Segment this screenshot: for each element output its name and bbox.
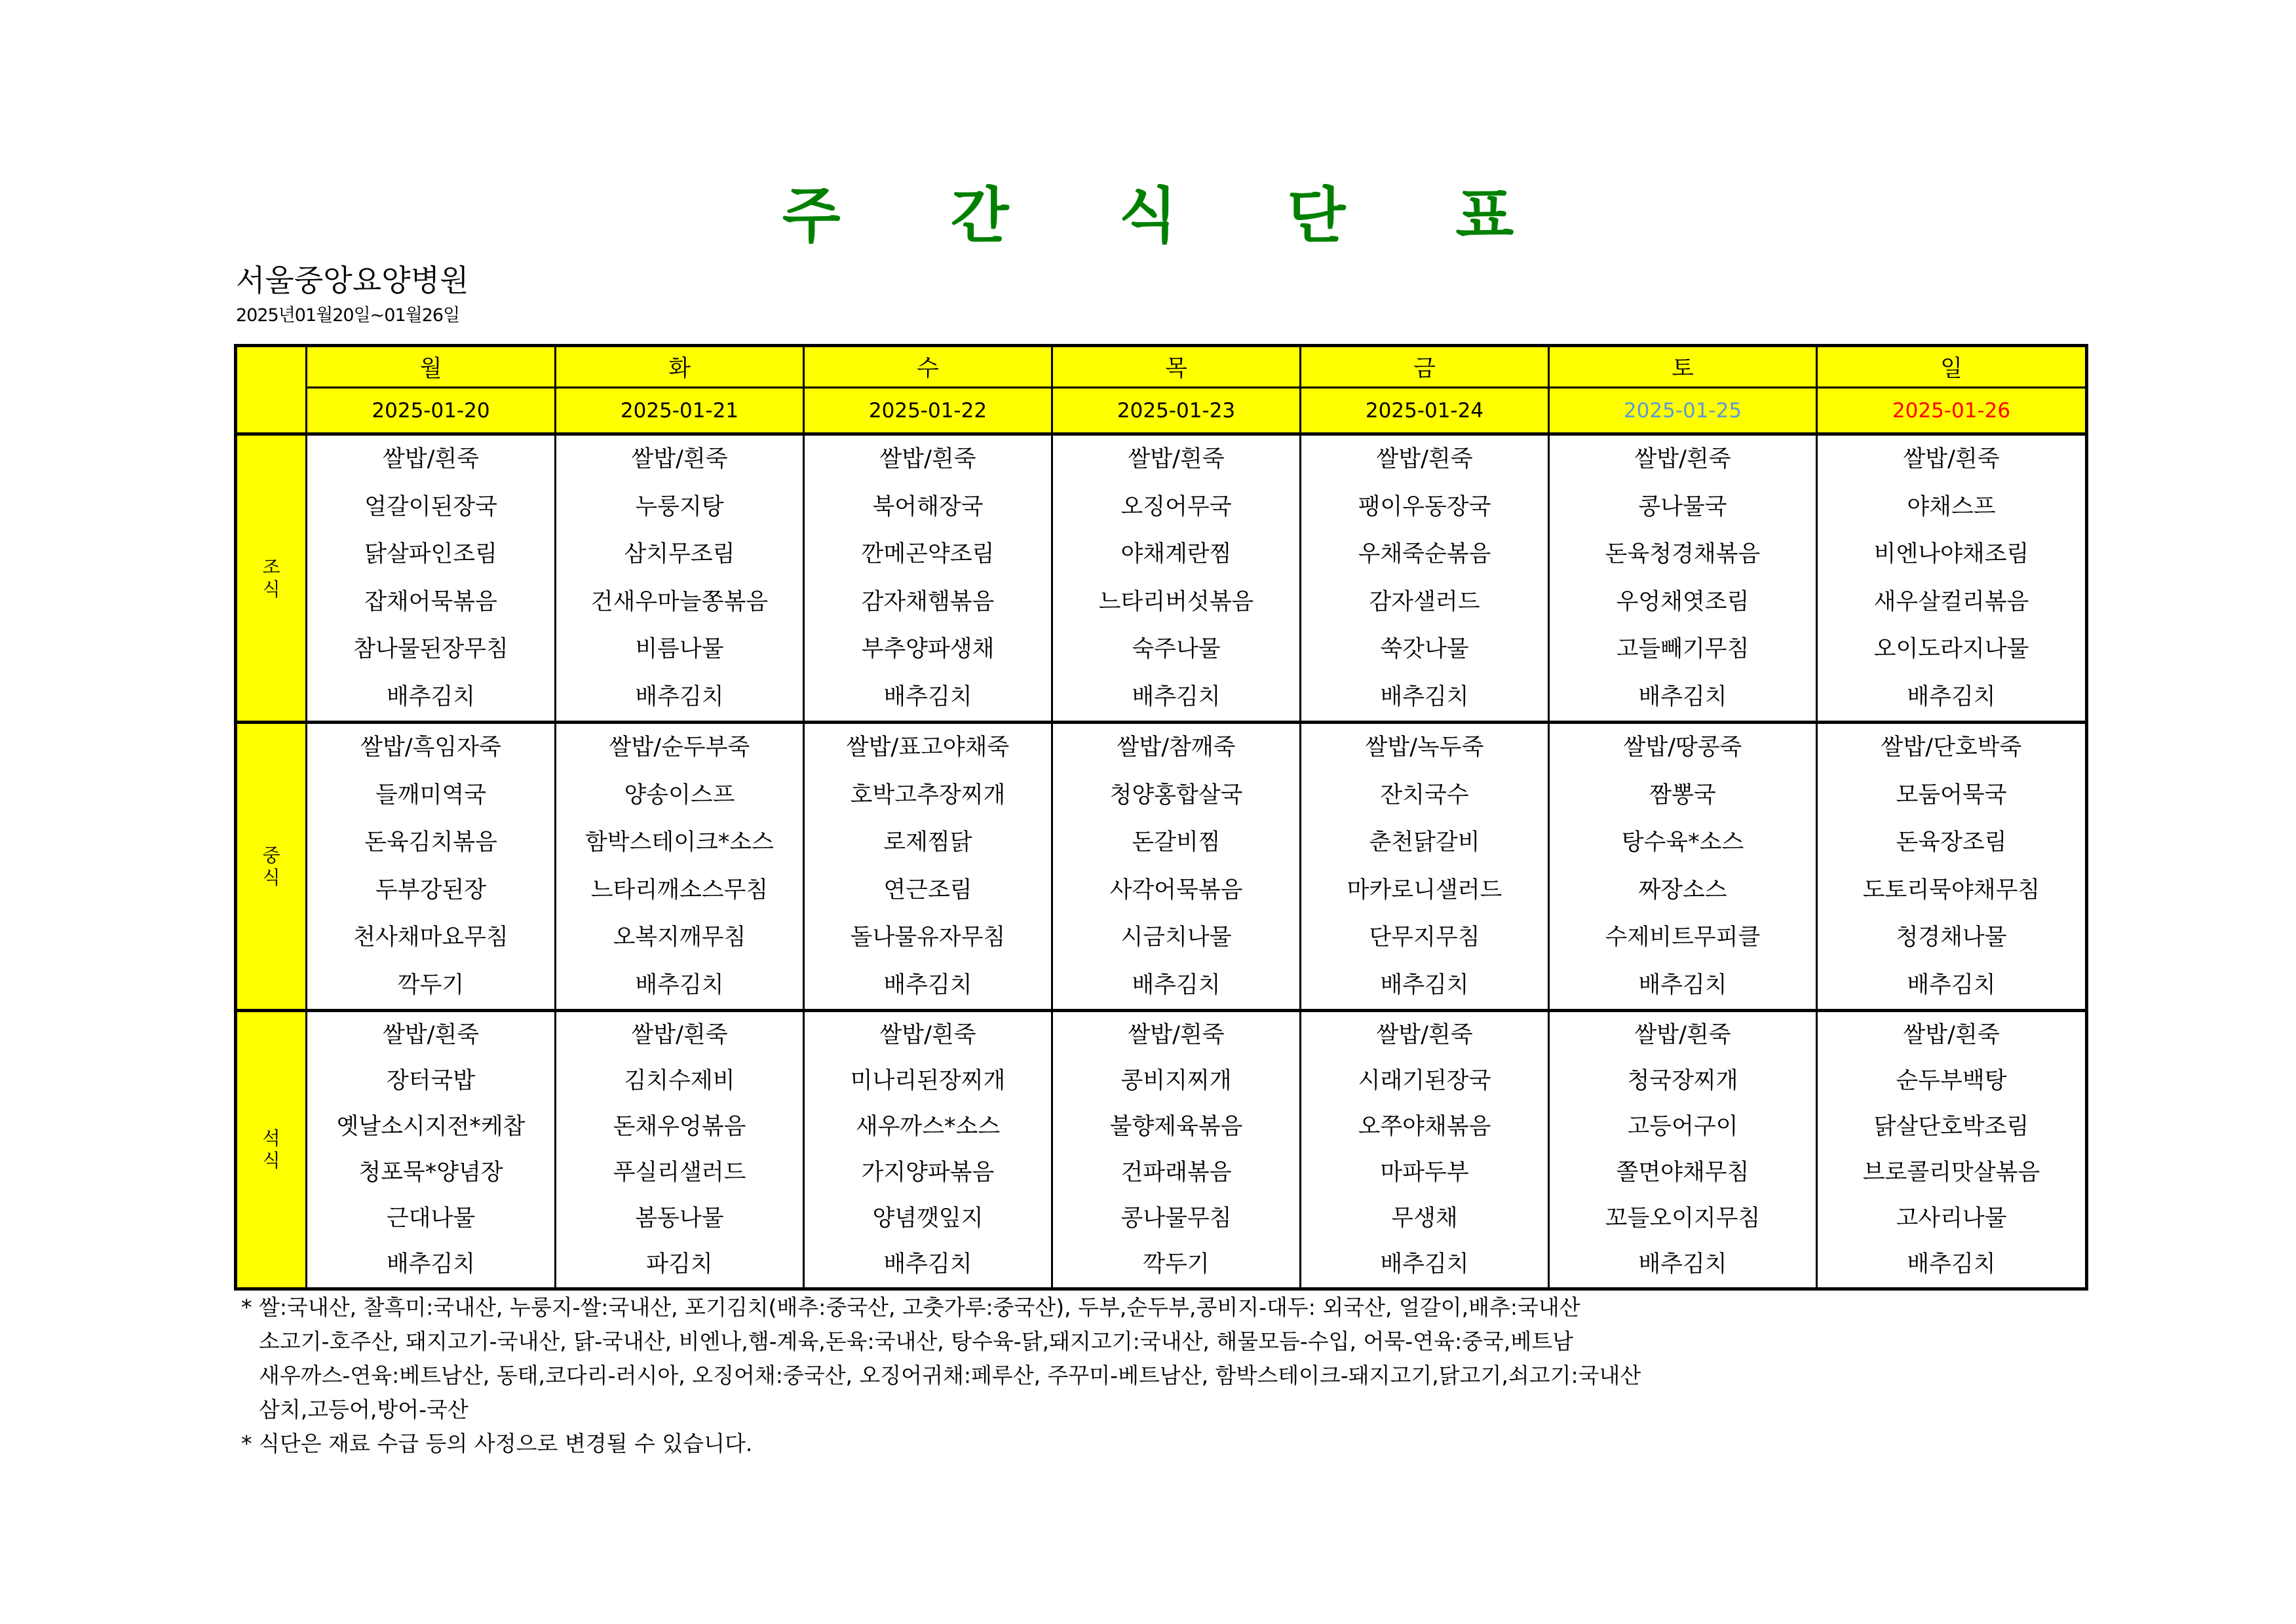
menu-item: 돈육장조림 [1896,829,2007,856]
menu-item: 짜장소스 [1638,877,1727,903]
menu-item: 고사리나물 [1896,1205,2007,1232]
meal-label-char: 석 [262,1127,280,1149]
menu-item: 쑥갓나물 [1380,636,1469,662]
hospital-name: 서울중앙요양병원 [236,263,469,298]
menu-cell [1817,434,2087,723]
menu-cell [1817,1011,2087,1289]
menu-cell [1052,723,1301,1011]
date-cell: 2025-01-25 [1549,388,1817,434]
menu-cell [1301,434,1549,723]
menu-item: 배추김치 [883,972,972,998]
menu-item: 건새우마늘쫑볶음 [590,588,769,615]
menu-item: 마카로니샐러드 [1347,877,1502,903]
menu-item: 청경채나물 [1896,924,2007,951]
menu-item: 순두부백탕 [1896,1068,2007,1094]
menu-item: 양념깻잎지 [872,1205,984,1232]
day-name-cell: 토 [1549,346,1817,388]
menu-item: 우엉채엿조림 [1616,588,1750,615]
menu-item: 비름나물 [635,636,724,662]
menu-item: 오복지깨무침 [613,924,746,951]
menu-item: 느타리깨소스무침 [590,877,769,903]
menu-item: 잔치국수 [1380,782,1469,808]
menu-item: 쌀밥/땅콩죽 [1623,734,1742,761]
meal-label-char: 식 [262,578,280,600]
menu-cell [307,723,556,1011]
menu-item: 쌀밥/흰죽 [1634,1022,1731,1048]
menu-item: 배추김치 [386,683,476,710]
date-cell: 2025-01-22 [804,388,1052,434]
menu-item: 배추김치 [1638,683,1727,710]
date-cell: 2025-01-23 [1052,388,1301,434]
menu-item: 쌀밥/흰죽 [382,1022,480,1048]
menu-item: 마파두부 [1380,1160,1469,1186]
menu-item: 팽이우동장국 [1358,493,1491,520]
menu-item: 깍두기 [397,972,465,998]
day-header-row [236,346,2087,388]
menu-cell [1301,723,1549,1011]
menu-item: 춘천닭갈비 [1369,829,1480,856]
menu-item: 배추김치 [1907,1251,1996,1277]
menu-item: 호박고추장찌개 [850,782,1006,808]
menu-item: 로제찜닭 [883,829,972,856]
weekly-menu-table [234,344,2088,1291]
menu-item: 시래기된장국 [1358,1068,1491,1094]
menu-item: 잡채어묵볶음 [364,588,497,615]
menu-item: 쌀밥/흰죽 [1903,446,2000,472]
menu-cell [1549,434,1817,723]
menu-item: 양송이스프 [624,782,735,808]
menu-item: 쌀밥/참깨죽 [1117,734,1236,761]
meal-row [236,1011,2087,1289]
meal-label-cell [236,434,307,723]
menu-item: 쌀밥/흰죽 [1634,446,1731,472]
footnote-line: 삼치,고등어,방어-국산 [259,1397,469,1422]
menu-item: 파김치 [646,1251,713,1277]
menu-item: 삼치무조림 [624,541,735,567]
menu-cell [556,1011,804,1289]
menu-item: 청국장찌개 [1627,1068,1738,1094]
menu-item: 돈채우엉볶음 [613,1114,746,1140]
day-name-cell: 화 [556,346,804,388]
footnote-line: * 식단은 재료 수급 등의 사정으로 변경될 수 있습니다. [241,1431,753,1456]
menu-item: 새우까스*소스 [855,1114,1001,1140]
menu-item: 야채계란찜 [1120,541,1232,567]
menu-item: 쌀밥/흰죽 [1376,446,1473,472]
menu-item: 브로콜리맛살볶음 [1862,1160,2040,1186]
menu-cell [1549,723,1817,1011]
menu-item: 쌀밥/녹두죽 [1365,734,1484,761]
footnote-line: 소고기-호주산, 돼지고기-국내산, 닭-국내산, 비엔나,햄-계육,돈육:국내산, 탕수육-닭,돼지고기:국내산, 해물모듬-수입, 어묵-연육:중국,베트남 [259,1329,1573,1354]
menu-item: 배추김치 [1638,972,1727,998]
menu-item: 우채죽순볶음 [1358,541,1491,567]
menu-item: 짬뽕국 [1649,782,1716,808]
menu-item: 쌀밥/순두부죽 [609,734,750,761]
menu-item: 옛날소시지전*케찹 [336,1114,526,1140]
menu-item: 배추김치 [386,1251,476,1277]
menu-item: 느타리버섯볶음 [1098,588,1254,615]
menu-item: 배추김치 [1380,683,1469,710]
menu-item: 두부강된장 [375,877,487,903]
menu-item: 북어해장국 [872,493,984,520]
menu-item: 쌀밥/흰죽 [631,446,728,472]
menu-item: 쌀밥/흑임자죽 [360,734,501,761]
menu-item: 배추김치 [635,683,724,710]
weekly-menu-body [236,346,2087,1289]
menu-item: 콩비지찌개 [1120,1068,1232,1094]
meal-label-char: 조 [262,556,280,578]
menu-item: 수제비트무피클 [1605,924,1761,951]
menu-item: 배추김치 [1380,972,1469,998]
menu-item: 연근조림 [883,877,972,903]
menu-item: 미나리된장찌개 [850,1068,1006,1094]
menu-item: 쌀밥/흰죽 [1128,446,1225,472]
menu-item: 비엔나야채조림 [1873,541,2029,567]
menu-item: 청포묵*양념장 [358,1160,503,1186]
menu-item: 김치수제비 [624,1068,735,1094]
date-cell: 2025-01-26 [1817,388,2087,434]
menu-item: 도토리묵야채무침 [1862,877,2040,903]
menu-item: 봄동나물 [635,1205,724,1232]
menu-cell [556,723,804,1011]
meal-label-char: 중 [262,844,280,866]
menu-cell [1052,1011,1301,1289]
menu-item: 야채스프 [1907,493,1996,520]
menu-item: 쌀밥/흰죽 [879,1022,976,1048]
menu-cell [1301,1011,1549,1289]
menu-item: 돈육김치볶음 [364,829,497,856]
menu-item: 배추김치 [635,972,724,998]
day-name-cell: 수 [804,346,1052,388]
menu-item: 사각어묵볶음 [1109,877,1243,903]
menu-item: 장터국밥 [386,1068,476,1094]
menu-item: 고등어구이 [1627,1114,1738,1140]
menu-cell [1052,434,1301,723]
menu-item: 쌀밥/표고야채죽 [846,734,1010,761]
menu-item: 누룽지탕 [635,493,724,520]
meal-label-char: 식 [262,866,280,888]
footnotes [241,1291,1641,1461]
menu-item: 배추김치 [1907,683,1996,710]
menu-item: 배추김치 [1132,683,1221,710]
menu-item: 돌나물유자무침 [850,924,1006,951]
menu-item: 콩나물무침 [1120,1205,1232,1232]
menu-item: 시금치나물 [1120,924,1232,951]
menu-cell [804,723,1052,1011]
menu-item: 쌀밥/흰죽 [1128,1022,1225,1048]
menu-item: 들깨미역국 [375,782,487,808]
menu-item: 깐메곤약조림 [861,541,995,567]
menu-item: 숙주나물 [1132,636,1221,662]
date-cell: 2025-01-20 [307,388,556,434]
menu-item: 닭살파인조림 [364,541,497,567]
menu-item: 참나물된장무침 [353,636,508,662]
meal-row [236,434,2087,723]
menu-cell [307,1011,556,1289]
menu-item: 돈갈비찜 [1132,829,1221,856]
meal-row [236,723,2087,1011]
menu-item: 오이도라지나물 [1873,636,2029,662]
menu-item: 돈육청경채볶음 [1605,541,1761,567]
menu-cell [556,434,804,723]
menu-item: 쌀밥/흰죽 [879,446,976,472]
day-name-cell: 월 [307,346,556,388]
menu-item: 건파래볶음 [1120,1160,1232,1186]
menu-item: 배추김치 [1380,1251,1469,1277]
menu-item: 푸실리샐러드 [613,1160,746,1186]
day-name-cell: 일 [1817,346,2087,388]
menu-item: 배추김치 [883,1251,972,1277]
footnote-line: 새우까스-연육:베트남산, 동태,코다리-러시아, 오징어채:중국산, 오징어귀채:페루산, 주꾸미-베트남산, 함박스테이크-돼지고기,닭고기,쇠고기:국내산 [259,1363,1641,1388]
menu-item: 청양홍합살국 [1109,782,1243,808]
menu-item: 감자샐러드 [1369,588,1480,615]
menu-item: 부추양파생채 [861,636,995,662]
menu-item: 배추김치 [1638,1251,1727,1277]
menu-item: 단무지무침 [1369,924,1480,951]
menu-item: 쫄면야채무침 [1616,1160,1750,1186]
menu-item: 얼갈이된장국 [364,493,497,520]
menu-item: 배추김치 [883,683,972,710]
menu-period: 2025년01월20일~01월26일 [236,305,460,326]
menu-item: 쌀밥/흰죽 [631,1022,728,1048]
menu-item: 배추김치 [1132,972,1221,998]
menu-item: 쌀밥/흰죽 [1376,1022,1473,1048]
menu-cell [804,434,1052,723]
day-name-cell: 금 [1301,346,1549,388]
menu-cell [307,434,556,723]
date-cell: 2025-01-24 [1301,388,1549,434]
menu-item: 오쭈야채볶음 [1358,1114,1491,1140]
day-name-cell: 목 [1052,346,1301,388]
menu-item: 함박스테이크*소스 [585,829,774,856]
menu-item: 감자채햄볶음 [861,588,995,615]
menu-cell [804,1011,1052,1289]
meal-label-cell [236,723,307,1011]
header-corner-cell [236,346,307,434]
menu-item: 쌀밥/단호박죽 [1881,734,2022,761]
date-header-row [236,388,2087,434]
footnote-line: * 쌀:국내산, 찰흑미:국내산, 누룽지-쌀:국내산, 포기김치(배추:중국산, 고춧가루:중국산), 두부,순두부,콩비지-대두: 외국산, 얼갈이,배추:국내산 [241,1294,1580,1320]
menu-item: 깍두기 [1143,1251,1210,1277]
menu-item: 무생채 [1391,1205,1458,1232]
menu-item: 고들빼기무침 [1616,636,1750,662]
menu-item: 가지양파볶음 [861,1160,995,1186]
menu-item: 콩나물국 [1638,493,1727,520]
menu-item: 새우살컬리볶음 [1873,588,2029,615]
meal-label-char: 식 [262,1150,280,1171]
page-title: 주 간 식 단 표 [782,181,1559,251]
date-cell: 2025-01-21 [556,388,804,434]
menu-cell [1549,1011,1817,1289]
menu-item: 오징어무국 [1120,493,1232,520]
menu-item: 쌀밥/흰죽 [382,446,480,472]
menu-item: 천사채마요무침 [353,924,508,951]
menu-item: 닭살단호박조림 [1873,1114,2029,1140]
meal-label-cell [236,1011,307,1289]
menu-item: 꼬들오이지무침 [1605,1205,1761,1232]
menu-cell [1817,723,2087,1011]
menu-item: 배추김치 [1907,972,1996,998]
menu-item: 모둠어묵국 [1896,782,2007,808]
menu-item: 불향제육볶음 [1109,1114,1243,1140]
menu-item: 탕수육*소스 [1621,829,1744,856]
menu-item: 근대나물 [386,1205,476,1232]
menu-item: 쌀밥/흰죽 [1903,1022,2000,1048]
